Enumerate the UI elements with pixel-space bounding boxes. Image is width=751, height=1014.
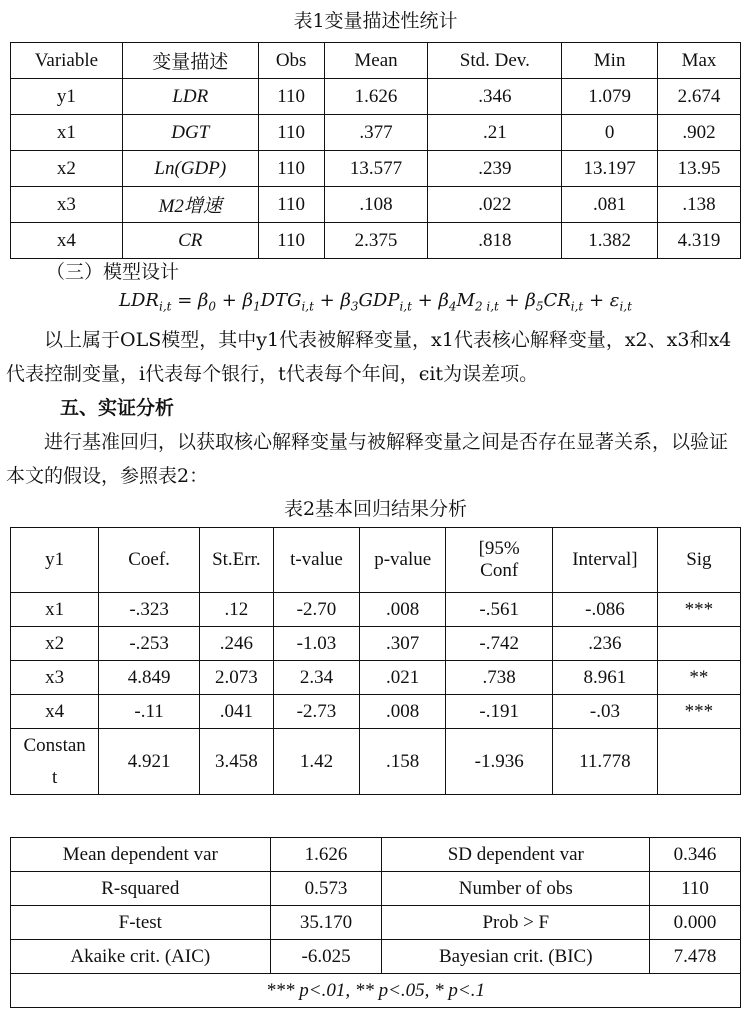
table-cell [657, 729, 740, 795]
table2-header-cell: [95% Conf [446, 528, 553, 593]
table2-header-cell: y1 [11, 528, 99, 593]
table-row [11, 593, 741, 627]
table1-header-row [11, 43, 741, 79]
table1-descriptive-stats [10, 42, 741, 259]
table-cell: 110 [258, 187, 324, 223]
table-cell: 2.34 [273, 661, 359, 695]
table-cell: 7.478 [650, 940, 741, 974]
table-row [11, 79, 741, 115]
table-cell: .818 [428, 223, 562, 259]
table-cell: 3.458 [199, 729, 273, 795]
table-cell: x2 [11, 627, 99, 661]
significance-note: *** p<.01, ** p<.05, * p<.1 [11, 974, 741, 1008]
table-cell: -.323 [99, 593, 200, 627]
table-cell: .008 [360, 695, 446, 729]
table-cell: 11.778 [553, 729, 658, 795]
table-cell: .738 [446, 661, 553, 695]
table-cell: R-squared [11, 872, 271, 906]
table-cell: 2.073 [199, 661, 273, 695]
table-cell: -.742 [446, 627, 553, 661]
table-cell: DGT [122, 115, 258, 151]
table-row [11, 627, 741, 661]
table-cell: 4.921 [99, 729, 200, 795]
section-heading-empirical: 五、实证分析 [60, 397, 175, 419]
table-cell: 35.170 [270, 906, 382, 940]
table-cell: x4 [11, 223, 123, 259]
table-cell: 4.319 [658, 223, 741, 259]
table-cell: Constant [11, 729, 99, 795]
table-cell: x2 [11, 151, 123, 187]
table1-header-cell: Max [658, 43, 741, 79]
model-formula: $LDR_{i,t} = \beta_0 + \beta_1DTG_{i,t} + \beta_3GDP_{i,t} + \beta_4M_{2 i,t} + \beta_5CR_{i,t} + \varepsilon_{i,t}$ [119, 290, 632, 314]
table1-header-cell: Min [562, 43, 658, 79]
table-cell: 1.626 [270, 838, 382, 872]
table1-caption: 表1变量描述性统计 [293, 10, 458, 32]
table-cell: -2.70 [273, 593, 359, 627]
table-cell: .022 [428, 187, 562, 223]
table2-header-cell: t-value [273, 528, 359, 593]
table-row [11, 695, 741, 729]
table-cell: .081 [562, 187, 658, 223]
table-cell: .108 [324, 187, 428, 223]
table-cell: .138 [658, 187, 741, 223]
table-cell: -.561 [446, 593, 553, 627]
table2-regression-results [10, 527, 741, 795]
table-cell: 13.95 [658, 151, 741, 187]
table-cell: 110 [650, 872, 741, 906]
table-cell: 110 [258, 79, 324, 115]
table-cell: .12 [199, 593, 273, 627]
table-row [11, 151, 741, 187]
table-cell: .246 [199, 627, 273, 661]
table-cell: 13.577 [324, 151, 428, 187]
table-cell: .377 [324, 115, 428, 151]
model-description-paragraph: 以上属于OLS模型，其中y1代表被解释变量，x1代表核心解释变量，x2、x3和x4代表控制变量，i代表每个银行，t代表每个年间，ϵit为误差项。 [6, 329, 732, 385]
table-cell: x4 [11, 695, 99, 729]
table-cell: Number of obs [382, 872, 650, 906]
table-cell: .21 [428, 115, 562, 151]
table-cell: .041 [199, 695, 273, 729]
table-cell: -1.03 [273, 627, 359, 661]
table-cell: 0.000 [650, 906, 741, 940]
table-row [11, 661, 741, 695]
table-row [11, 838, 741, 872]
table-cell: .021 [360, 661, 446, 695]
table-cell: 1.079 [562, 79, 658, 115]
table-cell: .346 [428, 79, 562, 115]
table2-header-cell: Sig [657, 528, 740, 593]
table-cell: x3 [11, 187, 123, 223]
table-cell: -6.025 [270, 940, 382, 974]
table-cell: CR [122, 223, 258, 259]
table-cell: 0.346 [650, 838, 741, 872]
table-cell: 1.42 [273, 729, 359, 795]
table2-header-cell: p-value [360, 528, 446, 593]
table-row [11, 940, 741, 974]
table-cell: .239 [428, 151, 562, 187]
table-row [11, 974, 741, 1008]
table-cell: Bayesian crit. (BIC) [382, 940, 650, 974]
table-cell: 8.961 [553, 661, 658, 695]
table-cell [657, 627, 740, 661]
table-row [11, 115, 741, 151]
section-heading-model: （三）模型设计 [46, 261, 180, 283]
table2-caption: 表2基本回归结果分析 [283, 498, 468, 520]
table-cell: -.11 [99, 695, 200, 729]
table-cell: .307 [360, 627, 446, 661]
table-row [11, 223, 741, 259]
table-cell: 1.626 [324, 79, 428, 115]
table-cell: Prob > F [382, 906, 650, 940]
table-cell: ** [657, 661, 740, 695]
table-cell: 2.375 [324, 223, 428, 259]
table-row [11, 729, 741, 795]
table-cell: x3 [11, 661, 99, 695]
table-cell: .902 [658, 115, 741, 151]
table-cell: -1.936 [446, 729, 553, 795]
table-cell: -.253 [99, 627, 200, 661]
table2-header-cell: St.Err. [199, 528, 273, 593]
table-cell: 0 [562, 115, 658, 151]
table-cell: Akaike crit. (AIC) [11, 940, 271, 974]
table1-header-cell: 变量描述 [122, 43, 258, 79]
table-cell: SD dependent var [382, 838, 650, 872]
table-cell: -2.73 [273, 695, 359, 729]
table-cell: -.191 [446, 695, 553, 729]
table-row [11, 187, 741, 223]
table-cell: Ln(GDP) [122, 151, 258, 187]
table1-header-cell: Mean [324, 43, 428, 79]
table-cell: 110 [258, 223, 324, 259]
table-cell: x1 [11, 115, 123, 151]
table-cell: *** [657, 695, 740, 729]
table-cell: M2增速 [122, 187, 258, 223]
table3-model-fit-stats [10, 837, 741, 1008]
table-cell: Mean dependent var [11, 838, 271, 872]
table-row [11, 872, 741, 906]
table-cell: 110 [258, 115, 324, 151]
table2-header-row [11, 528, 741, 593]
table-cell: 4.849 [99, 661, 200, 695]
table-cell: 1.382 [562, 223, 658, 259]
table-cell: 2.674 [658, 79, 741, 115]
table2-header-cell: Interval] [553, 528, 658, 593]
table-cell: LDR [122, 79, 258, 115]
table-cell: 0.573 [270, 872, 382, 906]
table-cell: 110 [258, 151, 324, 187]
table-cell: 13.197 [562, 151, 658, 187]
table-cell: .236 [553, 627, 658, 661]
table1-header-cell: Variable [11, 43, 123, 79]
table1-header-cell: Obs [258, 43, 324, 79]
regression-intro-paragraph: 进行基准回归，以获取核心解释变量与被解释变量之间是否存在显著关系，以验证本文的假设，参照表2： [6, 431, 729, 487]
table1-header-cell: Std. Dev. [428, 43, 562, 79]
table-cell: -.03 [553, 695, 658, 729]
table-row [11, 906, 741, 940]
table-cell: F-test [11, 906, 271, 940]
table-cell: -.086 [553, 593, 658, 627]
table-cell: y1 [11, 79, 123, 115]
table-cell: .008 [360, 593, 446, 627]
table-cell: *** [657, 593, 740, 627]
table-cell: .158 [360, 729, 446, 795]
table-cell: x1 [11, 593, 99, 627]
table2-header-cell: Coef. [99, 528, 200, 593]
